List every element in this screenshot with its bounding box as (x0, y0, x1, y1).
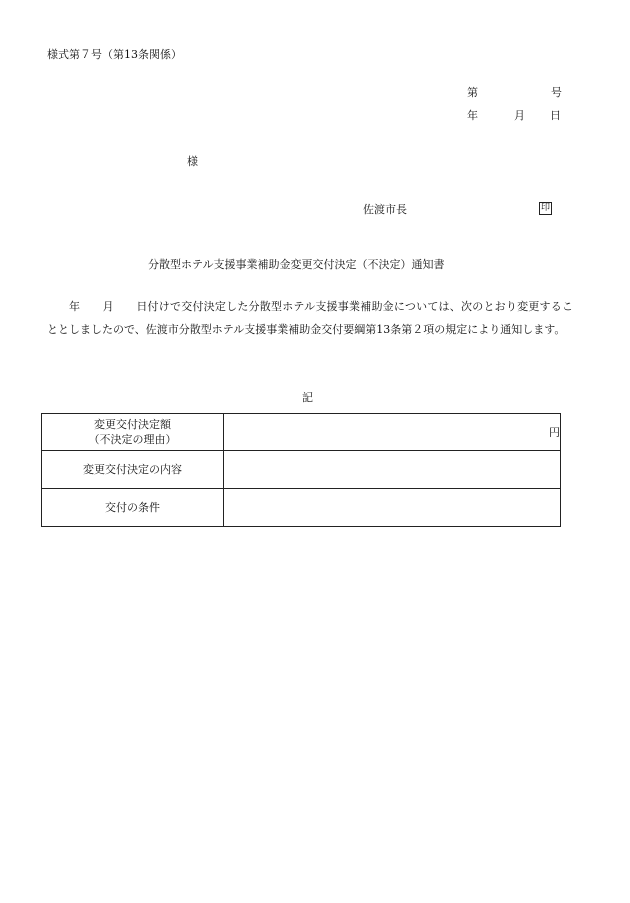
content-value-cell (224, 451, 561, 489)
detail-table (41, 413, 561, 527)
body-paragraph: 年 月 日付けで交付決定した分散型ホテル支援事業補助金については、次のとおり変更することとしましたので、佐渡市分散型ホテル支援事業補助金交付要綱第13条第２項の規定により通知します。 (47, 300, 573, 336)
ki-label: 記 (302, 391, 313, 404)
table-row (42, 414, 561, 451)
content-label-cell: 変更交付決定の内容 (42, 451, 224, 489)
doc-number-suffix: 号 (551, 86, 562, 99)
addressee-suffix: 様 (187, 155, 198, 168)
amount-label-line1: 変更交付決定額 (94, 418, 171, 431)
table-row (42, 451, 561, 489)
seal-mark: 印 (540, 203, 550, 213)
conditions-label-cell: 交付の条件 (42, 489, 224, 527)
date-month-label: 月 (514, 109, 525, 122)
conditions-value-cell (224, 489, 561, 527)
form-number: 様式第７号（第13条関係） (47, 48, 182, 61)
table-row (42, 489, 561, 527)
date-day-label: 日 (550, 109, 561, 122)
amount-label-line2: （不決定の理由） (88, 433, 177, 446)
yen-unit: 円 (549, 426, 560, 439)
document-title: 分散型ホテル支援事業補助金変更交付決定（不決定）通知書 (148, 258, 445, 271)
amount-label-cell (42, 414, 224, 451)
issuer-name: 佐渡市長 (363, 203, 407, 216)
date-year-label: 年 (467, 109, 478, 122)
doc-number-prefix: 第 (467, 86, 478, 99)
amount-value-cell (224, 414, 561, 451)
